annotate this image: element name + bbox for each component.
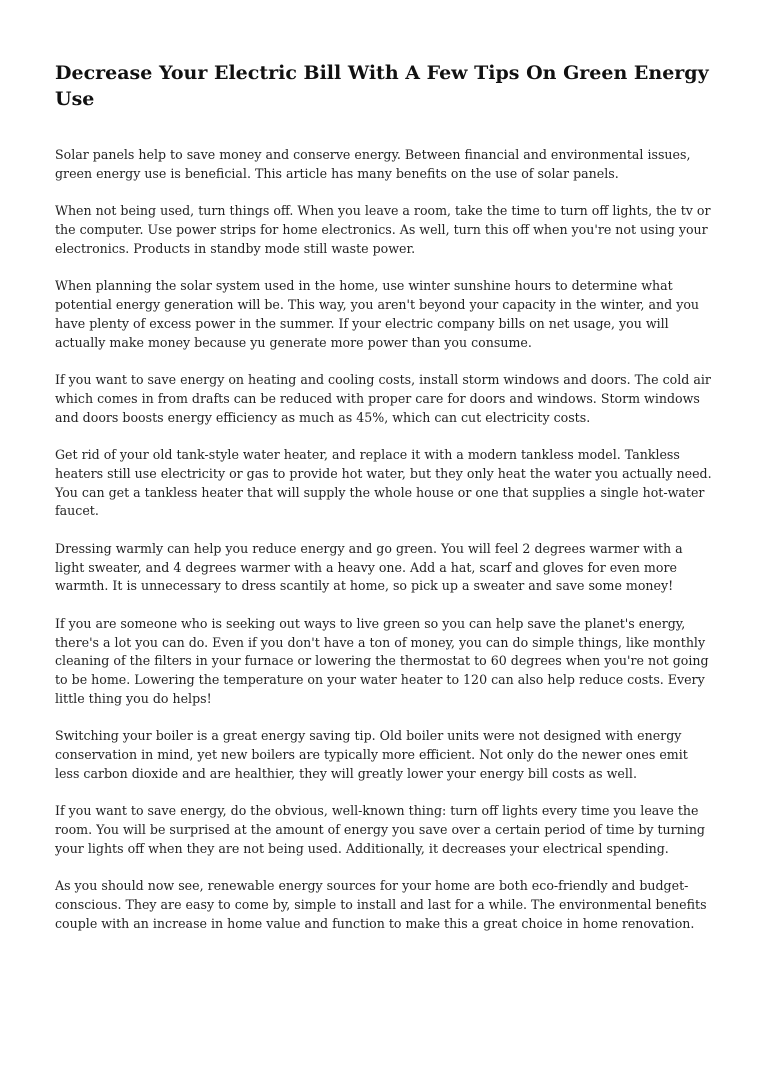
paragraph: If you are someone who is seeking out ways to live green so you can help save the planet's energy, there's a lot you can do. Even if you don't have a ton of money, you can do simple things, like monthly cleaning of the filters in your furnace or lowering the thermostat to 60 degrees when you're not going to be home. Lowering the temperature on your water heater to 120 can also help reduce costs. Every little thing you do helps!: [55, 615, 709, 706]
paragraph: If you want to save energy on heating and cooling costs, install storm windows and doors. The cold air which comes in from drafts can be reduced with proper care for doors and windows. Storm windows and doors boosts energy efficiency as much as 45%, which can cut electricity costs.: [55, 371, 711, 425]
paragraph: When not being used, turn things off. When you leave a room, take the time to turn off lights, the tv or the computer. Use power strips for home electronics. As well, turn this off when you're not using your electronics. Products in standby mode still waste power.: [55, 203, 711, 256]
paragraph: As you should now see, renewable energy sources for your home are both eco-friendly and budget-conscious. They are easy to come by, simple to install and last for a while. The environmental benefits couple with an increase in home value and function to make this a great choice in home renovation.: [55, 878, 707, 931]
paragraph: When planning the solar system used in the home, use winter sunshine hours to determine what potential energy generation will be. This way, you aren't beyond your capacity in the winter, and you have plenty of excess power in the summer. If your electric company bills on net usage, you will actually make money because yu generate more power than you consume.: [55, 278, 700, 350]
paragraph: Switching your boiler is a great energy saving tip. Old boiler units were not designed with energy conservation in mind, yet new boilers are typically more efficient. Not only do the newer ones emit less carbon dioxide and are healthier, they will greatly lower your energy bill costs as well.: [55, 728, 688, 781]
document-body: [55, 146, 715, 934]
document-title: Decrease Your Electric Bill With A Few Tips On Green Energy Use: [55, 62, 709, 110]
paragraph: If you want to save energy, do the obvious, well-known thing: turn off lights every time you leave the room. You will be surprised at the amount of energy you save over a certain period of time by turning your lights off when they are not being used. Additionally, it decreases your electrical spending.: [55, 803, 705, 856]
paragraph: Solar panels help to save money and conserve energy. Between financial and environmental issues, green energy use is beneficial. This article has many benefits on the use of solar panels.: [55, 147, 691, 181]
document-page: [55, 60, 715, 952]
paragraph: Get rid of your old tank-style water heater, and replace it with a modern tankless model. Tankless heaters still use electricity or gas to provide hot water, but they only heat the water you actually need. You can get a tankless heater that will supply the whole house or one that supplies a single hot-water faucet.: [55, 446, 712, 519]
paragraph: Dressing warmly can help you reduce energy and go green. You will feel 2 degrees warmer with a light sweater, and 4 degrees warmer with a heavy one. Add a hat, scarf and gloves for even more warmth. It is unnecessary to dress scantily at home, so pick up a sweater and save some money!: [55, 540, 683, 594]
